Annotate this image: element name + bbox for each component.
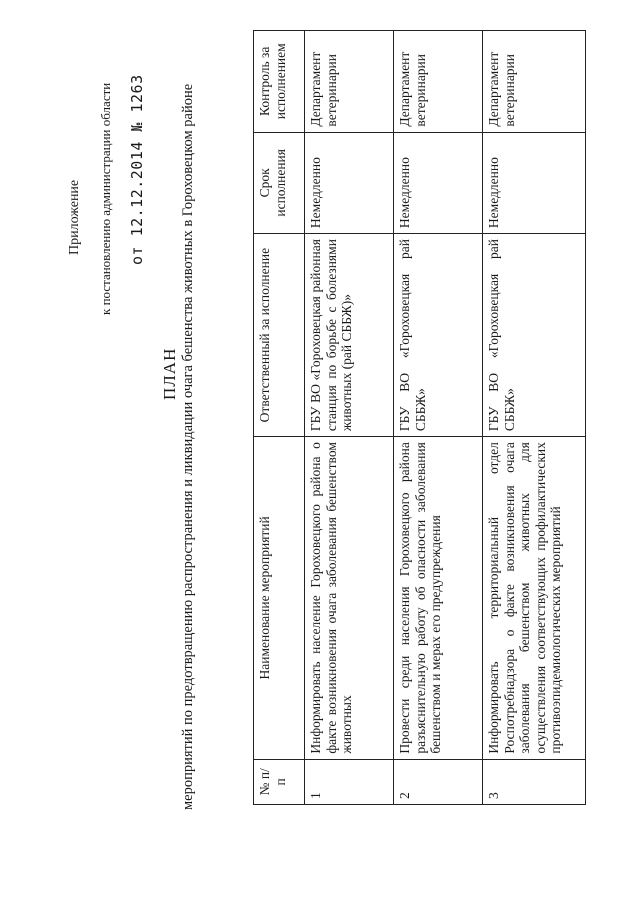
table-header-row bbox=[254, 31, 305, 805]
responsible-party: ГБУ ВО «Гороховецкая рай СББЖ» bbox=[483, 234, 586, 437]
column-header-name: Наименование мероприятий bbox=[254, 437, 305, 760]
decree-reference: к постановлению администрации области bbox=[98, 82, 113, 315]
control-party: Департамент ветеринарии bbox=[394, 31, 483, 133]
execution-term: Немедленно bbox=[483, 132, 586, 234]
execution-term: Немедленно bbox=[305, 132, 394, 234]
control-party: Департамент ветеринарии bbox=[305, 31, 394, 133]
column-header-responsible: Ответственный за исполнение bbox=[254, 234, 305, 437]
column-header-control: Контроль за исполнением bbox=[254, 31, 305, 133]
execution-term: Немедленно bbox=[394, 132, 483, 234]
control-party: Департамент ветеринарии bbox=[483, 31, 586, 133]
table-row bbox=[305, 31, 394, 805]
measure-name: Информировать население Гороховецкого района о факте возникновения очага заболевания бешенством животных bbox=[305, 437, 394, 760]
decree-date-number: от 12.12.2014 № 1263 bbox=[128, 74, 146, 265]
row-number: 1 bbox=[305, 759, 394, 804]
page-title: ПЛАН bbox=[160, 347, 179, 400]
table-row bbox=[483, 31, 586, 805]
table-row bbox=[394, 31, 483, 805]
row-number: 3 bbox=[483, 759, 586, 804]
page-subtitle: мероприятий по предотвращению распространения и ликвидации очага бешенства животных в Гороховецком районе bbox=[180, 83, 196, 810]
responsible-party: ГБУ ВО «Гороховецкая районная станция по борьбе с болезнями животных (рай СББЖ)» bbox=[305, 234, 394, 437]
measures-table bbox=[253, 30, 586, 805]
column-header-term: Срок исполнения bbox=[254, 132, 305, 234]
measure-name: Провести среди населения Гороховецкого района разъяснительную работу об опасности заболевания бешенством и мерах его предупреждения bbox=[394, 437, 483, 760]
measure-name: Информировать территориальный отдел Роспотребнадзора о факте возникновения очага заболевания бешенством животных для осуществления соответствующих профилактических противоэпидемиологических мероприятий bbox=[483, 437, 586, 760]
row-number: 2 bbox=[394, 759, 483, 804]
appendix-label: Приложение bbox=[67, 179, 82, 255]
column-header-number: № п/п bbox=[254, 759, 305, 804]
responsible-party: ГБУ ВО «Гороховецкая рай СББЖ» bbox=[394, 234, 483, 437]
